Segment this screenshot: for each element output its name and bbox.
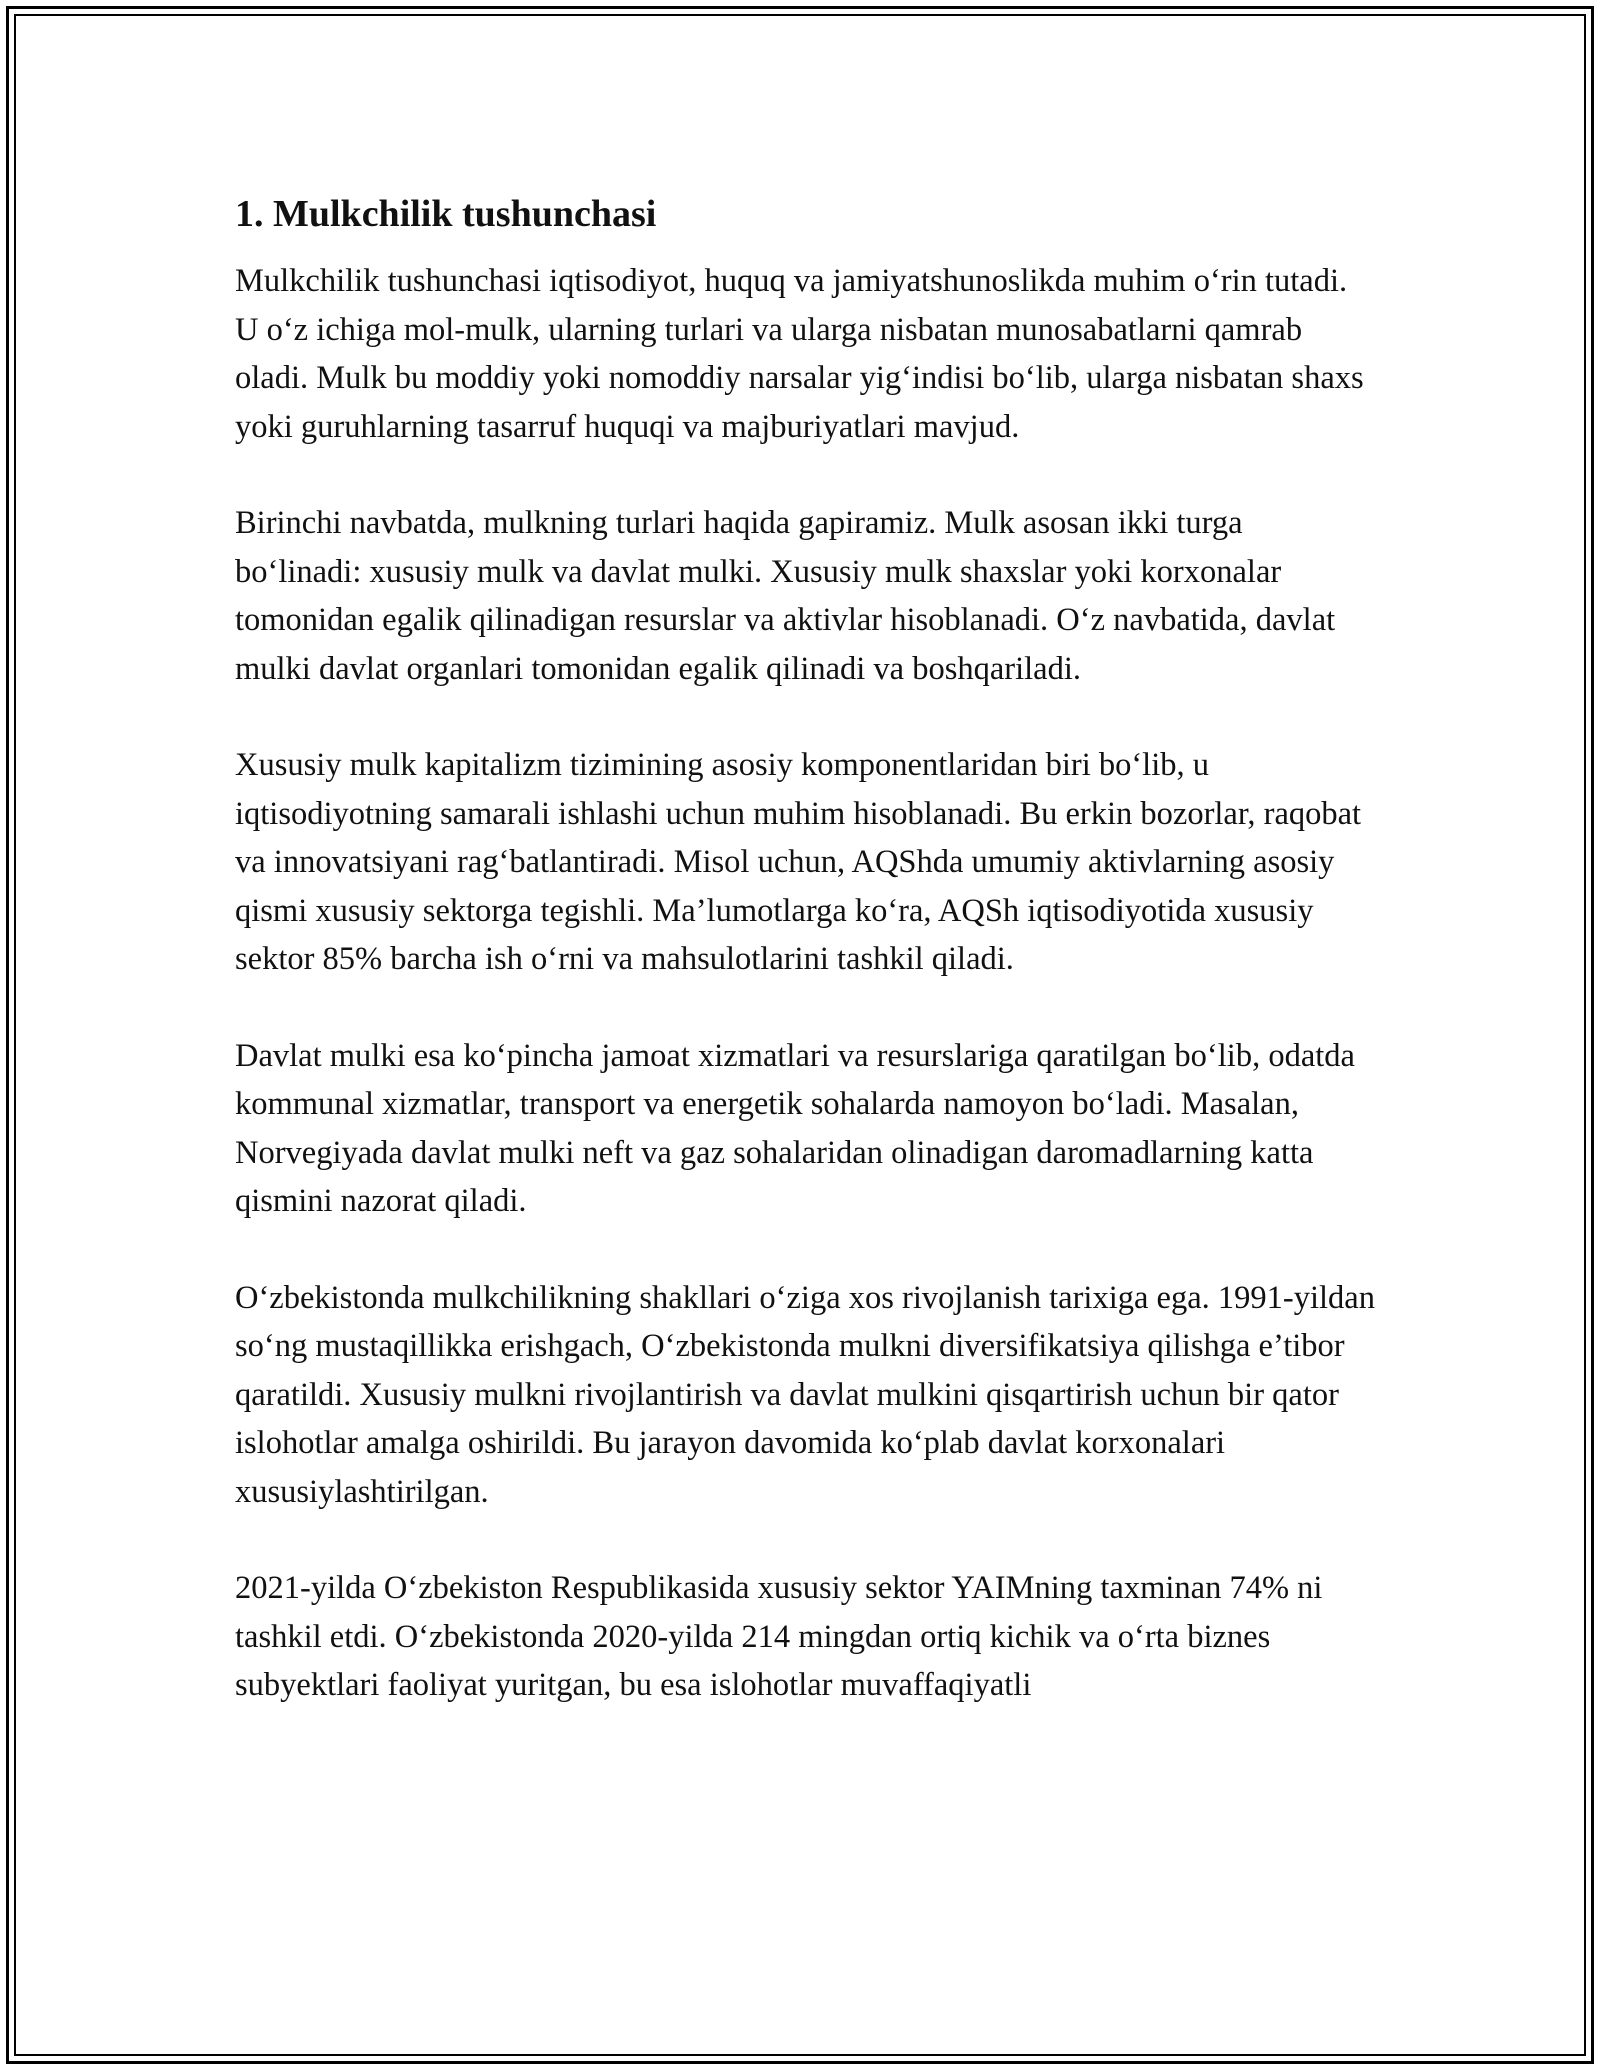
- paragraph-6: 2021-yilda O‘zbekiston Respublikasida xususiy sektor YAIMning taxminan 74% ni tashkil etdi. O‘zbekistonda 2020-yilda 214 mingdan ortiq kichik va o‘rta biznes subyektlari faoliyat yuritgan, bu esa islohotlar muvaffaqiyatli: [235, 1570, 1323, 1703]
- paragraph-1: Mulkchilik tushunchasi iqtisodiyot, huquq va jamiyatshunoslikda muhim o‘rin tutadi. U o‘z ichiga mol-mulk, ularning turlari va ularga nisbatan munosabatlarni qamrab oladi. Mulk bu moddiy yoki nomoddiy narsalar yig‘indisi bo‘lib, ularga nisbatan shaxs yoki guruhlarning tasarruf huquqi va majburiyatlari mavjud.: [235, 263, 1364, 445]
- document-page: [235, 188, 1375, 1758]
- paragraph-2: Birinchi navbatda, mulkning turlari haqida gapiramiz. Mulk asosan ikki turga bo‘linadi: xususiy mulk va davlat mulki. Xususiy mulk shaxslar yoki korxonalar tomonidan egalik qilinadigan resurslar va aktivlar hisoblanadi. O‘z navbatida, davlat mulki davlat organlari tomonidan egalik qilinadi va boshqariladi.: [235, 505, 1336, 687]
- section-title: 1. Mulkchilik tushunchasi: [235, 193, 657, 235]
- paragraph-4: Davlat mulki esa ko‘pincha jamoat xizmatlari va resurslariga qaratilgan bo‘lib, odatda kommunal xizmatlar, transport va energetik sohalarda namoyon bo‘ladi. Masalan, Norvegiyada davlat mulki neft va gaz sohalaridan olinadigan daromadlarning katta qismini nazorat qiladi.: [235, 1037, 1355, 1219]
- paragraph-5: O‘zbekistonda mulkchilikning shakllari o‘ziga xos rivojlanish tarixiga ega. 1991-yildan so‘ng mustaqillikka erishgach, O‘zbekistonda mulkni diversifikatsiya qilishga e’tibor qaratildi. Xususiy mulkni rivojlantirish va davlat mulkini qisqartirish uchun bir qator islohotlar amalga oshirildi. Bu jarayon davomida ko‘plab davlat korxonalari xususiylashtirilgan.: [235, 1279, 1375, 1510]
- paragraph-3: Xususiy mulk kapitalizm tizimining asosiy komponentlaridan biri bo‘lib, u iqtisodiyotning samarali ishlashi uchun muhim hisoblanadi. Bu erkin bozorlar, raqobat va innovatsiyani rag‘batlantiradi. Misol uchun, AQShda umumiy aktivlarning asosiy qismi xususiy sektorga tegishli. Ma’lumotlarga ko‘ra, AQSh iqtisodiyotida xususiy sektor 85% barcha ish o‘rni va mahsulotlarini tashkil qiladi.: [235, 747, 1362, 977]
